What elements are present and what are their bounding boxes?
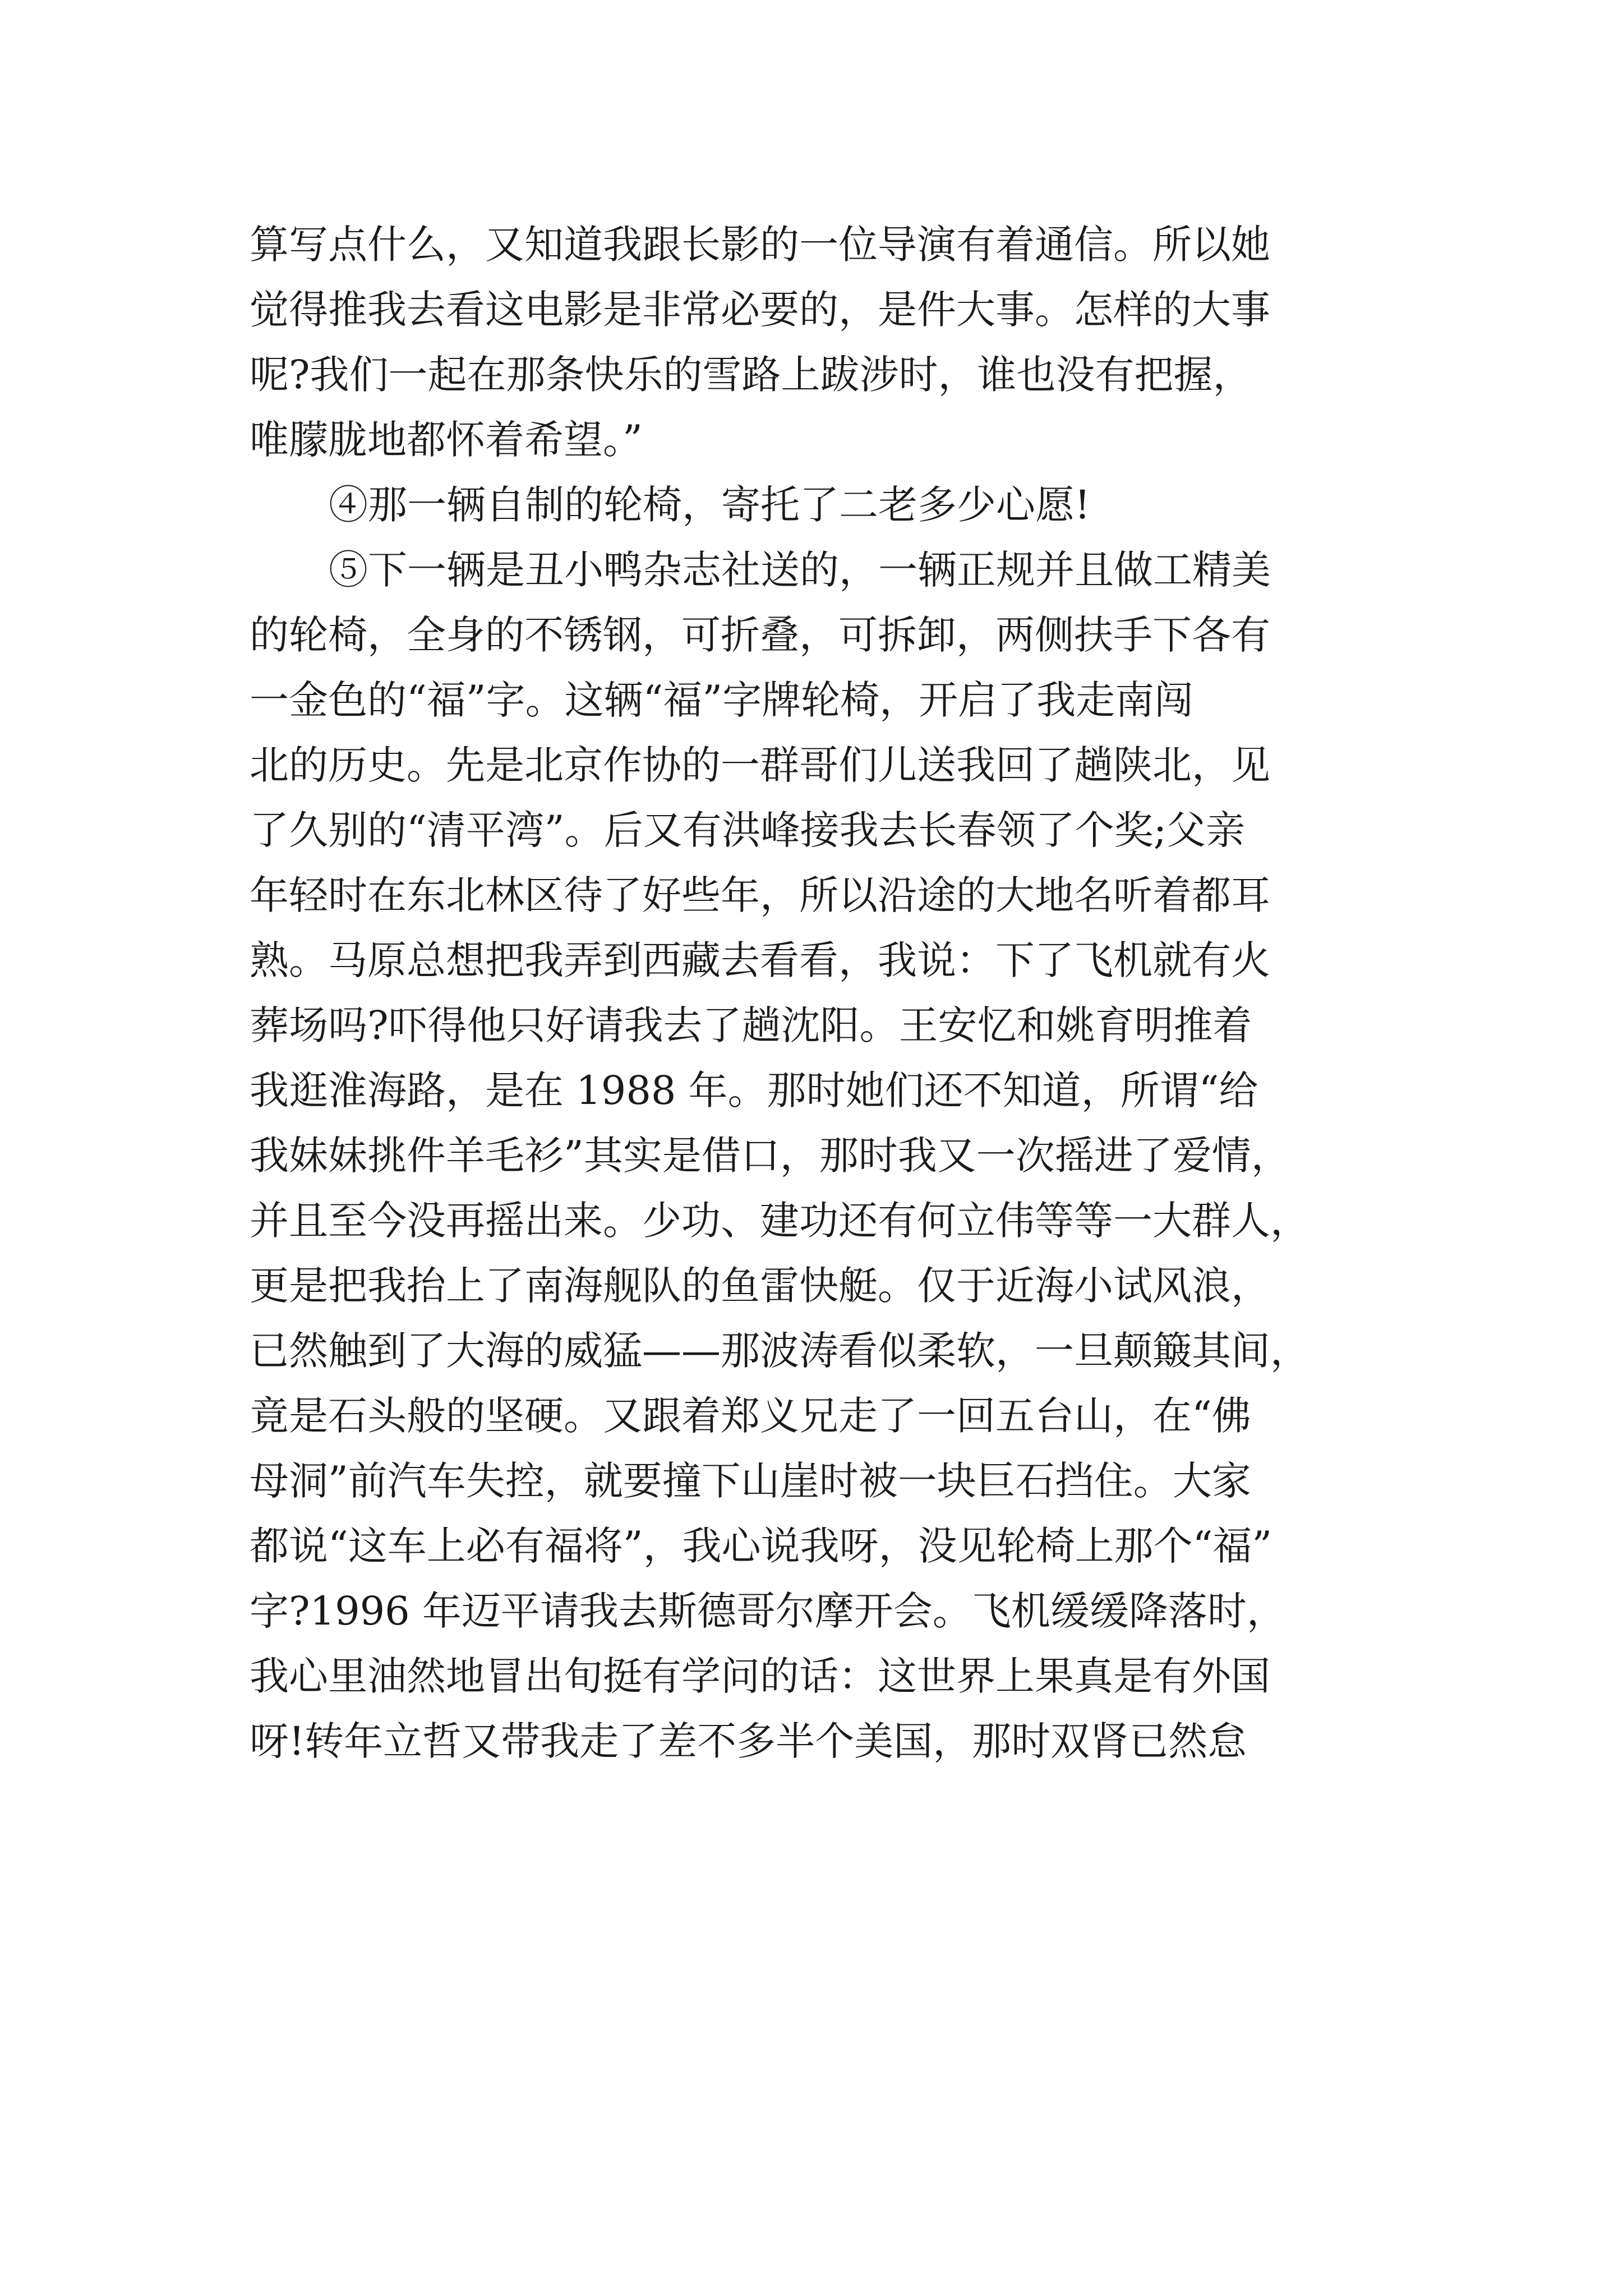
text-line: 北的历史。先是北京作协的一群哥们儿送我回了趟陕北，见 (250, 742, 1270, 788)
text-line: 的轮椅，全身的不锈钢，可折叠，可拆卸，两侧扶手下各有 (250, 612, 1270, 658)
text-line: 觉得推我去看这电影是非常必要的，是件大事。怎样的大事 (250, 287, 1270, 333)
text-line: 竟是石头般的坚硬。又跟着郑义兄走了一回五台山，在“佛 (250, 1393, 1251, 1439)
text-line: 年轻时在东北林区待了好些年，所以沿途的大地名听着都耳 (250, 872, 1270, 918)
paragraph-4 (250, 472, 1410, 537)
body-text (250, 212, 1410, 1774)
paragraph-continued (250, 212, 1410, 472)
text-line: 唯朦胧地都怀着希望。” (250, 417, 643, 463)
text-line: 并且至今没再摇出来。少功、建功还有何立伟等等一大群人， (250, 1198, 1310, 1244)
text-line: ⑤下一辆是丑小鸭杂志社送的，一辆正规并且做工精美 (329, 547, 1271, 593)
text-line: 一金色的“福”字。这辆“福”字牌轮椅，开启了我走南闯 (250, 677, 1194, 723)
text-line: 字?1996 年迈平请我去斯德哥尔摩开会。飞机缓缓降落时， (250, 1588, 1286, 1634)
text-line: 我妹妹挑件羊毛衫”其实是借口，那时我又一次摇进了爱情， (250, 1133, 1290, 1179)
text-line: 呢?我们一起在那条快乐的雪路上跋涉时，谁也没有把握， (250, 352, 1252, 398)
text-line: 算写点什么，又知道我跟长影的一位导演有着通信。所以她 (250, 222, 1270, 268)
text-line: 了久别的“清平湾”。后又有洪峰接我去长春领了个奖;父亲 (250, 807, 1246, 853)
text-line: 都说“这车上必有福将”，我心说我呀，没见轮椅上那个“福” (250, 1523, 1272, 1569)
text-line: 我心里油然地冒出旬挺有学问的话：这世界上果真是有外国 (250, 1653, 1270, 1699)
text-line: 已然触到了大海的威猛——那波涛看似柔软，一旦颠簸其间， (250, 1328, 1310, 1374)
paragraph-5 (250, 537, 1410, 1774)
text-line: 葬场吗?吓得他只好请我去了趟沈阳。王安忆和姚育明推着 (250, 1002, 1252, 1048)
text-line: 我逛淮海路，是在 1988 年。那时她们还不知道，所谓“给 (250, 1068, 1258, 1114)
text-line: 更是把我抬上了南海舰队的鱼雷快艇。仅于近海小试风浪， (250, 1263, 1270, 1309)
text-line: 母洞”前汽车失控，就要撞下山崖时被一块巨石挡住。大家 (250, 1458, 1251, 1504)
text-line: 熟。马原总想把我弄到西藏去看看，我说：下了飞机就有火 (250, 937, 1270, 983)
text-line: 呀!转年立哲又带我走了差不多半个美国，那时双肾已然怠 (250, 1718, 1247, 1764)
text-line: ④那一辆自制的轮椅，寄托了二老多少心愿! (329, 482, 1091, 528)
